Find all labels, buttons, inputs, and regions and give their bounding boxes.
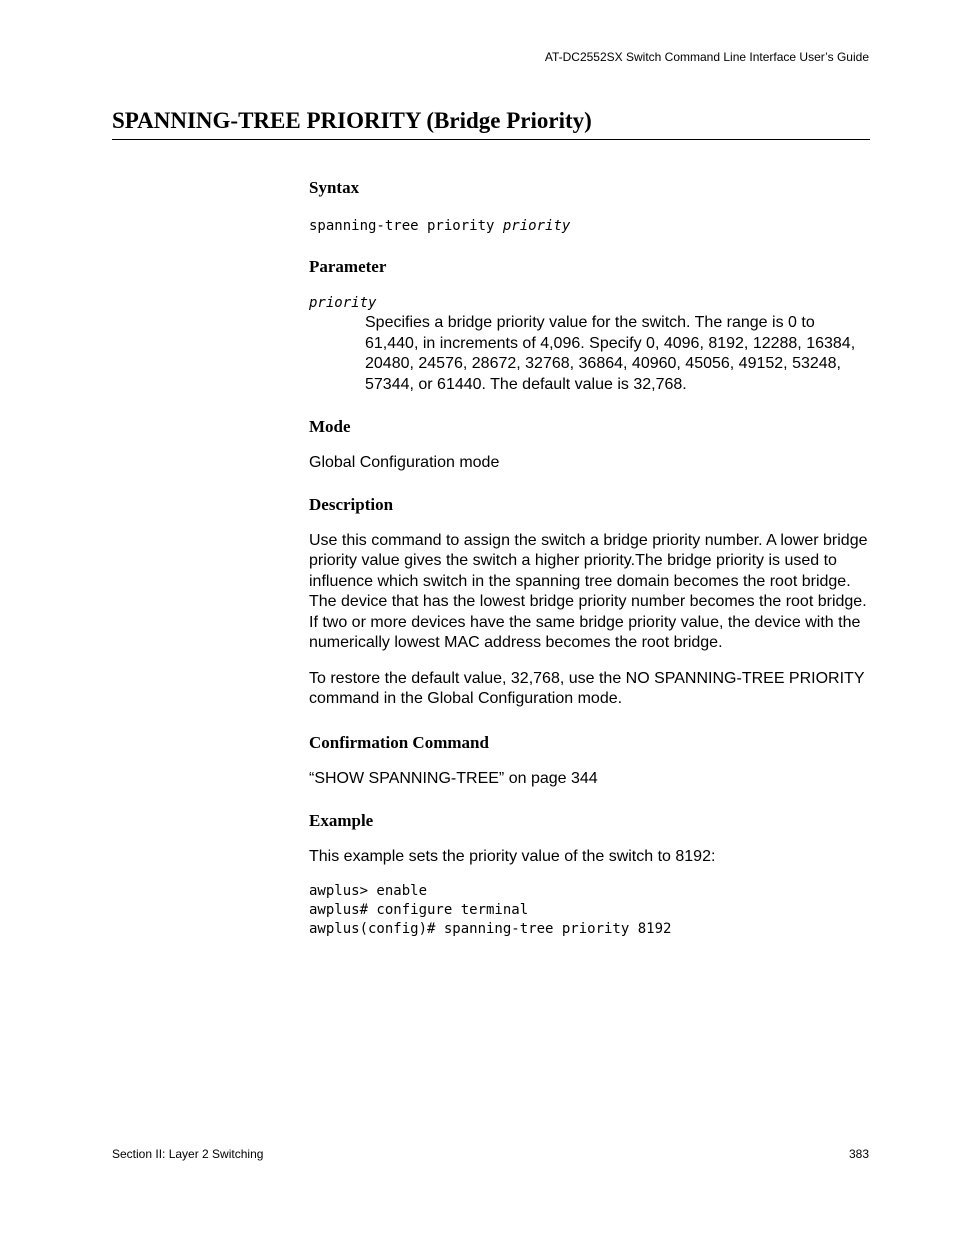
confirmation-reference: “SHOW SPANNING-TREE” on page 344 xyxy=(309,769,598,787)
mode-text: Global Configuration mode xyxy=(309,454,500,471)
footer-page-number: 383 xyxy=(848,1147,869,1161)
example-code-line: awplus# configure terminal xyxy=(309,901,529,918)
example-code-block xyxy=(309,882,871,939)
syntax-command-text: spanning-tree priority xyxy=(309,218,503,234)
mode-heading: Mode xyxy=(309,417,351,436)
example-intro: This example sets the priority value of the switch to 8192: xyxy=(309,848,716,865)
parameter-description: Specifies a bridge priority value for the switch. The range is 0 to 61,440, in increments of 4,096. Specify 0, 4096, 8192, 12288, 16384, 20480, 24576, 28672, 32768, 36864, 40960, 45056, 49152, 53248, 57344, or 61440. The default value is 32,768. xyxy=(365,314,856,393)
confirmation-heading: Confirmation Command xyxy=(309,732,489,752)
parameter-heading: Parameter xyxy=(309,257,387,276)
syntax-heading: Syntax xyxy=(309,178,360,197)
running-header: AT-DC2552SX Switch Command Line Interface User’s Guide xyxy=(544,50,869,64)
title-rule xyxy=(112,139,870,140)
syntax-command xyxy=(309,217,871,236)
description-heading: Description xyxy=(309,494,394,514)
syntax-argument: priority xyxy=(502,218,571,234)
page-title: SPANNING-TREE PRIORITY (Bridge Priority) xyxy=(112,108,592,133)
main-content xyxy=(309,176,871,939)
description-paragraph-2: To restore the default value, 32,768, use the NO SPANNING-TREE PRIORITY command in the Global Configuration mode. xyxy=(309,669,865,707)
example-code-line: awplus> enable xyxy=(309,882,428,899)
parameter-name: priority xyxy=(309,295,377,311)
example-heading: Example xyxy=(309,811,374,830)
footer-section: Section II: Layer 2 Switching xyxy=(112,1147,264,1161)
example-code-line: awplus(config)# spanning-tree priority 8192 xyxy=(309,920,672,937)
description-paragraph-1: Use this command to assign the switch a bridge priority number. A lower bridge priority value gives the switch a higher priority.The bridge priority is used to influence which switch in the spanning tree domain becomes the root bridge. The device that has the lowest bridge priority number becomes the root bridge. If two or more devices have the same bridge priority value, the device with the numerically lowest MAC address becomes the root bridge. xyxy=(309,531,868,651)
